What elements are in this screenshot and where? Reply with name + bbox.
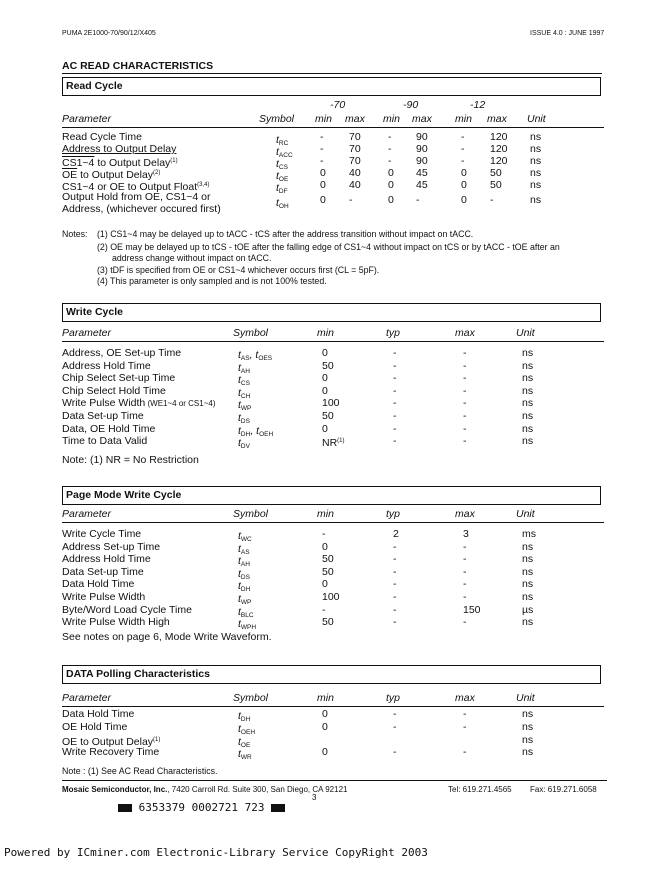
unit-cell: ns — [530, 179, 542, 191]
symbol-cell: $t_{OE}$ — [238, 736, 251, 749]
doc-part-number: PUMA 2E1000-70/90/12/X405 — [62, 30, 156, 37]
col-min: min — [383, 113, 400, 125]
max-cell: - — [463, 591, 467, 603]
symbol-cell: $t_{BLC}$ — [238, 606, 254, 619]
param-text: to Output Delay — [77, 169, 154, 181]
note-1: (1) CS1~4 may be delayed up to tACC - tCS after the address transition without impact on tACC. — [97, 229, 474, 239]
min-note: (1) — [337, 438, 345, 444]
barcode-text: 6353379 0002721 723 — [138, 801, 265, 814]
typ-cell: - — [393, 591, 397, 603]
unit-cell: ns — [522, 578, 534, 590]
barcode-block-left — [118, 804, 132, 812]
param — [62, 721, 127, 733]
header-rule — [62, 127, 604, 128]
value-cell: 0 — [461, 194, 467, 206]
min-cell: 0 — [322, 578, 328, 590]
value-cell: - — [320, 155, 324, 167]
value-cell: 70 — [349, 155, 361, 167]
min-cell: - — [322, 528, 326, 540]
symbol-cell: $t_{CS}$ — [238, 374, 250, 387]
param — [62, 604, 192, 616]
col-parameter: Parameter — [62, 113, 112, 125]
min-cell: 100 — [322, 397, 340, 409]
col-unit: Unit — [516, 327, 535, 339]
symbol-cell: $t_{ACC}$ — [276, 146, 293, 159]
value-cell: 70 — [349, 131, 361, 143]
min-cell: NR$^{(1)}$ — [322, 437, 345, 449]
param-text: Data, OE Hold Time — [62, 423, 156, 435]
min-cell: 100 — [322, 591, 340, 603]
param-text: Time to Data Valid — [62, 435, 148, 447]
col-parameter: Parameter — [62, 692, 112, 704]
value-cell: - — [388, 155, 392, 167]
unit-cell: ns — [530, 131, 542, 143]
header-rule — [62, 522, 604, 523]
param-text: Data Hold Time — [62, 708, 135, 720]
unit-cell: ns — [530, 194, 542, 206]
value-cell: - — [461, 143, 465, 155]
barcode-block-right — [271, 804, 285, 812]
value-cell: - — [388, 143, 392, 155]
param — [62, 423, 155, 435]
min-cell: 50 — [322, 566, 334, 578]
col-max: max — [455, 692, 475, 704]
min-cell: 0 — [322, 385, 328, 397]
unit-cell: ns — [522, 566, 534, 578]
col-max: max — [455, 508, 475, 520]
min-cell: 50 — [322, 410, 334, 422]
symbol-cell: $t_{WC}$ — [238, 530, 252, 543]
barcode — [118, 801, 285, 814]
symbol-cell: $t_{AH}$ — [238, 555, 250, 568]
unit-cell: ns — [522, 372, 534, 384]
max-cell: - — [463, 616, 467, 628]
symbol-cell: $t_{RC}$ — [276, 134, 289, 147]
param-text: CS1~4 or OE to Output Float — [62, 181, 198, 193]
value-cell: - — [490, 194, 494, 206]
param — [62, 528, 141, 540]
symbol-cell: $t_{WPH}$ — [238, 618, 257, 631]
param-text: Write Cycle Time — [62, 528, 142, 540]
typ-cell: - — [393, 604, 397, 616]
footer-company — [62, 785, 347, 794]
param — [62, 385, 166, 397]
typ-cell: - — [393, 721, 397, 733]
max-cell: - — [463, 708, 467, 720]
unit-cell: µs — [522, 604, 534, 616]
min-cell: 0 — [322, 708, 328, 720]
min-cell: 0 — [322, 347, 328, 359]
footer-fax: Fax: 619.271.6058 — [530, 785, 597, 794]
max-cell: - — [463, 553, 467, 565]
page-title: AC READ CHARACTERISTICS — [62, 60, 214, 72]
col-unit: Unit — [527, 113, 546, 125]
value-cell: 90 — [416, 143, 428, 155]
col-min: min — [315, 113, 332, 125]
param — [62, 746, 159, 758]
typ-cell: - — [393, 423, 397, 435]
max-cell: - — [463, 541, 467, 553]
grade-90: -90 — [403, 99, 419, 111]
grade-70: -70 — [330, 99, 346, 111]
param-text: Write Pulse Width — [62, 591, 146, 603]
unit-cell: ns — [522, 708, 534, 720]
param-text: Write Pulse Width — [62, 397, 146, 409]
param-text: Chip Select Hold Time — [62, 385, 166, 397]
value-cell: - — [416, 194, 420, 206]
min-cell: 0 — [322, 423, 328, 435]
param — [62, 397, 216, 410]
col-parameter: Parameter — [62, 327, 112, 339]
typ-cell: 2 — [393, 528, 399, 540]
note-2: (2) OE may be delayed up to tCS - tOE after the falling edge of CS1~4 without impact on tCS or by tACC - tOE after an — [97, 242, 560, 252]
unit-cell: ns — [530, 155, 542, 167]
unit-cell: ns — [522, 435, 534, 447]
page-mode-title: Page Mode Write Cycle — [66, 489, 182, 501]
value-cell: 0 — [461, 167, 467, 179]
param-signal: CS1~4 — [62, 157, 95, 169]
value-cell: 90 — [416, 155, 428, 167]
max-cell: - — [463, 435, 467, 447]
unit-cell: ns — [522, 347, 534, 359]
param-text: Address Set-up Time — [62, 541, 161, 553]
col-parameter: Parameter — [62, 508, 112, 520]
param — [62, 578, 134, 590]
symbol-cell: $t_{CS}$ — [276, 158, 288, 171]
symbol-cell: $t_{OEH}$ — [238, 723, 256, 736]
typ-cell: - — [393, 397, 397, 409]
value-cell: - — [320, 143, 324, 155]
symbol-cell: $t_{WP}$ — [238, 399, 252, 412]
symbol-cell: $t_{WP}$ — [238, 593, 252, 606]
note-2-continued: address change without impact on tACC. — [112, 253, 272, 263]
typ-cell: - — [393, 385, 397, 397]
page-number: 3 — [312, 793, 317, 802]
value-cell: 40 — [349, 179, 361, 191]
page-mode-note: See notes on page 6, Mode Write Waveform. — [62, 631, 272, 643]
unit-cell: ns — [522, 423, 534, 435]
col-max: max — [345, 113, 365, 125]
symbol-cell: $t_{DH}$ — [238, 580, 251, 593]
value-cell: - — [461, 155, 465, 167]
param — [62, 410, 144, 422]
max-cell: - — [463, 721, 467, 733]
param — [62, 372, 175, 384]
max-cell: - — [463, 423, 467, 435]
symbol-cell: $t_{DS}$ — [238, 568, 250, 581]
grade-12: -12 — [470, 99, 486, 111]
min-cell: 50 — [322, 616, 334, 628]
param-text: Write Pulse Width High — [62, 616, 170, 628]
min-cell: 0 — [322, 541, 328, 553]
write-note: Note: (1) NR = No Restriction — [62, 454, 199, 466]
min-cell: 50 — [322, 360, 334, 372]
write-cycle-title-box — [62, 303, 601, 322]
unit-cell: ms — [522, 528, 536, 540]
param-text: Write Recovery Time — [62, 746, 160, 758]
col-symbol: Symbol — [233, 508, 269, 520]
value-cell: 120 — [490, 155, 508, 167]
param-note: (3,4) — [197, 182, 210, 188]
max-cell: - — [463, 372, 467, 384]
min-cell: 0 — [322, 372, 328, 384]
param — [62, 360, 151, 372]
typ-cell: - — [393, 566, 397, 578]
unit-cell: ns — [522, 734, 534, 746]
param-text: Address Hold Time — [62, 553, 151, 565]
read-cycle-title-box — [62, 77, 601, 96]
param — [62, 553, 151, 565]
param-signal: $\overline{OE}$ — [62, 169, 78, 181]
max-cell: 150 — [463, 604, 481, 616]
col-typ: typ — [386, 508, 401, 520]
typ-cell: - — [393, 616, 397, 628]
param — [62, 541, 160, 553]
max-cell: - — [463, 347, 467, 359]
param-text: OE to Output Delay — [62, 736, 154, 748]
doc-issue: ISSUE 4.0 : JUNE 1997 — [530, 30, 605, 37]
data-polling-title: DATA Polling Characteristics — [66, 668, 210, 680]
param — [62, 708, 134, 720]
typ-cell: - — [393, 347, 397, 359]
value-cell: 120 — [490, 131, 508, 143]
symbol-cell: $t_{DH}$, $t_{OEH}$ — [238, 425, 274, 438]
unit-cell: ns — [530, 167, 542, 179]
param — [62, 566, 144, 578]
data-polling-title-box — [62, 665, 601, 684]
param-text: Data Set-up Time — [62, 566, 144, 578]
symbol-cell: $t_{WR}$ — [238, 748, 252, 761]
value-cell: 40 — [349, 167, 361, 179]
symbol-cell: $t_{DH}$ — [238, 710, 251, 723]
unit-cell: ns — [522, 721, 534, 733]
notes-label: Notes: — [62, 229, 88, 239]
param-small: (WE1~4 or CS1~4) — [145, 399, 216, 408]
param-text: Address, OE Set-up Time — [62, 347, 182, 359]
typ-cell: - — [393, 708, 397, 720]
value-cell: 50 — [490, 167, 502, 179]
symbol-cell: $t_{AH}$ — [238, 362, 250, 375]
param-continued: Address, (whichever occured first) — [62, 203, 221, 215]
symbol-cell: $t_{OE}$ — [276, 170, 289, 183]
unit-cell: ns — [522, 553, 534, 565]
unit-cell: ns — [522, 616, 534, 628]
param-text: to Output Delay — [94, 157, 171, 169]
unit-cell: ns — [522, 410, 534, 422]
col-max: max — [412, 113, 432, 125]
col-max: max — [455, 327, 475, 339]
col-typ: typ — [386, 327, 401, 339]
param-note: (1) — [170, 158, 178, 164]
data-polling-note: Note : (1) See AC Read Characteristics. — [62, 766, 218, 776]
symbol-cell: $t_{DF}$ — [276, 182, 288, 195]
footer-rule — [62, 780, 607, 781]
col-min: min — [317, 327, 334, 339]
typ-cell: - — [393, 541, 397, 553]
company-name: Mosaic Semiconductor, Inc. — [62, 785, 168, 794]
typ-cell: - — [393, 435, 397, 447]
value-cell: 90 — [416, 131, 428, 143]
typ-cell: - — [393, 372, 397, 384]
col-unit: Unit — [516, 692, 535, 704]
unit-cell: ns — [522, 397, 534, 409]
value-cell: 0 — [320, 194, 326, 206]
max-cell: - — [463, 397, 467, 409]
max-cell: - — [463, 385, 467, 397]
powered-by: Powered by ICminer.com Electronic-Library Service CopyRight 2003 — [4, 846, 428, 859]
col-unit: Unit — [516, 508, 535, 520]
param — [62, 616, 170, 628]
value-cell: 0 — [388, 167, 394, 179]
typ-cell: - — [393, 578, 397, 590]
max-cell: - — [463, 566, 467, 578]
unit-cell: ns — [522, 591, 534, 603]
col-max: max — [487, 113, 507, 125]
value-cell: 70 — [349, 143, 361, 155]
page-mode-title-box — [62, 486, 601, 505]
value-cell: - — [461, 131, 465, 143]
col-min: min — [317, 692, 334, 704]
typ-cell: - — [393, 553, 397, 565]
company-address: , 7420 Carroll Rd. Suite 300, San Diego, CA 92121 — [167, 785, 348, 794]
min-cell: 0 — [322, 721, 328, 733]
read-cycle-title: Read Cycle — [66, 80, 123, 92]
unit-cell: ns — [522, 385, 534, 397]
col-typ: typ — [386, 692, 401, 704]
value-cell: 0 — [388, 194, 394, 206]
value-cell: - — [320, 131, 324, 143]
param: Output Hold from OE, CS1~4 or — [62, 191, 211, 203]
max-cell: - — [463, 578, 467, 590]
unit-cell: ns — [522, 360, 534, 372]
value-cell: 50 — [490, 179, 502, 191]
symbol-cell: $t_{AS}$, $t_{OES}$ — [238, 349, 273, 362]
value-cell: 45 — [416, 179, 428, 191]
header-rule — [62, 341, 604, 342]
col-symbol: Symbol — [233, 692, 269, 704]
param-note: (2) — [153, 170, 161, 176]
write-cycle-title: Write Cycle — [66, 306, 123, 318]
symbol-cell: $t_{OH}$ — [276, 197, 289, 210]
max-cell: - — [463, 360, 467, 372]
col-symbol: Symbol — [259, 113, 295, 125]
footer-tel: Tel: 619.271.4565 — [448, 785, 512, 794]
max-cell: - — [463, 746, 467, 758]
symbol-cell: $t_{DS}$ — [238, 412, 250, 425]
value-cell: - — [388, 131, 392, 143]
title-rule — [62, 73, 602, 74]
param-text: Byte/Word Load Cycle Time — [62, 604, 192, 616]
unit-cell: ns — [522, 746, 534, 758]
param — [62, 143, 176, 155]
value-cell: 120 — [490, 143, 508, 155]
col-min: min — [455, 113, 472, 125]
param: Read Cycle Time — [62, 131, 142, 143]
param-text: Address Hold Time — [62, 360, 151, 372]
typ-cell: - — [393, 360, 397, 372]
col-min: min — [317, 508, 334, 520]
symbol-cell: $t_{AS}$ — [238, 543, 250, 556]
symbol-cell: $t_{CH}$ — [238, 387, 251, 400]
min-cell: - — [322, 604, 326, 616]
typ-cell: - — [393, 410, 397, 422]
value-cell: 0 — [461, 179, 467, 191]
value-cell: 0 — [388, 179, 394, 191]
max-cell: - — [463, 410, 467, 422]
min-cell: 50 — [322, 553, 334, 565]
max-cell: 3 — [463, 528, 469, 540]
param-text: Data Hold Time — [62, 578, 135, 590]
param-text: OE Hold Time — [62, 721, 128, 733]
value-cell: 45 — [416, 167, 428, 179]
param — [62, 347, 181, 359]
symbol-cell: $t_{DV}$ — [238, 437, 250, 450]
min-cell: 0 — [322, 746, 328, 758]
unit-cell: ns — [522, 541, 534, 553]
param — [62, 435, 147, 447]
note-4: (4) This parameter is only sampled and is not 100% tested. — [97, 276, 327, 286]
value-cell: 0 — [320, 179, 326, 191]
param-text: Chip Select Set-up Time — [62, 372, 176, 384]
param-text: Address to Output Delay — [62, 143, 177, 155]
value-cell: 0 — [320, 167, 326, 179]
value-cell: - — [349, 194, 353, 206]
unit-cell: ns — [530, 143, 542, 155]
param — [62, 591, 145, 603]
param-text: Data Set-up Time — [62, 410, 144, 422]
typ-cell: - — [393, 746, 397, 758]
col-symbol: Symbol — [233, 327, 269, 339]
header-rule — [62, 706, 604, 707]
note-3: (3) tDF is specified from OE or CS1~4 whichever occurs first (CL = 5pF). — [97, 265, 380, 275]
param-note: (1) — [153, 737, 161, 743]
